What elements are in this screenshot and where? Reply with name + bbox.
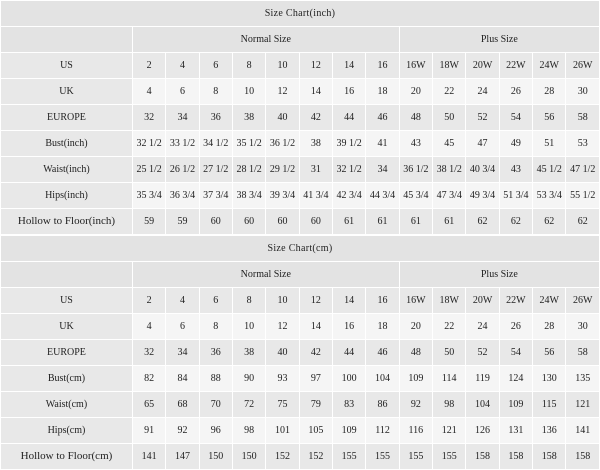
table-cell: 97: [299, 366, 332, 392]
table-cell: 58: [566, 340, 600, 366]
table-cell: 42 3/4: [333, 183, 366, 209]
table-cell: 52: [466, 340, 499, 366]
table-cell: 109: [499, 392, 532, 418]
table-cell: 60: [199, 209, 232, 235]
table-cell: 39 1/2: [333, 131, 366, 157]
row-label: Hips(inch): [1, 183, 133, 209]
table-row: [1, 105, 600, 131]
table-cell: 51 3/4: [499, 183, 532, 209]
table-cell: 150: [232, 444, 265, 470]
table-row: [1, 340, 600, 366]
table-cell: 20: [399, 79, 432, 105]
table-cell: 68: [166, 392, 199, 418]
table-cell: 48: [399, 105, 432, 131]
table-cell: 48: [399, 340, 432, 366]
table-cell: 10: [232, 79, 265, 105]
table-cell: 29 1/2: [266, 157, 299, 183]
table-cell: 49 3/4: [466, 183, 499, 209]
table-cell: 70: [199, 392, 232, 418]
table-cell: 84: [166, 366, 199, 392]
table-cell: 16: [333, 314, 366, 340]
table-cell: 60: [232, 209, 265, 235]
table-cell: 45 3/4: [399, 183, 432, 209]
table-cell: 54: [499, 105, 532, 131]
row-label: Bust(cm): [1, 366, 133, 392]
table-cell: 79: [299, 392, 332, 418]
table-cell: 60: [266, 209, 299, 235]
table-cell: 14: [299, 79, 332, 105]
table-cell: 59: [132, 209, 165, 235]
table-cell: 119: [466, 366, 499, 392]
row-label: EUROPE: [1, 340, 133, 366]
table-cell: 39 3/4: [266, 183, 299, 209]
group-header-spacer: [1, 27, 133, 53]
table-cell: 6: [166, 314, 199, 340]
table-cell: 62: [533, 209, 566, 235]
table-cell: 104: [466, 392, 499, 418]
table-cell: 12: [266, 314, 299, 340]
table-cell: 44 3/4: [366, 183, 399, 209]
table-cell: 65: [132, 392, 165, 418]
table-cell: 35 3/4: [132, 183, 165, 209]
table-cell: 45 1/2: [533, 157, 566, 183]
table-cell: 38: [232, 105, 265, 131]
table-cell: 24W: [533, 53, 566, 79]
table-cell: 158: [499, 444, 532, 470]
table-cell: 8: [199, 314, 232, 340]
table-cell: 53: [566, 131, 600, 157]
table-cell: 2: [132, 53, 165, 79]
table-cell: 130: [533, 366, 566, 392]
table-cell: 56: [533, 340, 566, 366]
table-cell: 43: [399, 131, 432, 157]
table-cell: 33 1/2: [166, 131, 199, 157]
table-cell: 55 1/2: [566, 183, 600, 209]
table-cell: 40: [266, 340, 299, 366]
table-cell: 88: [199, 366, 232, 392]
table-cell: 104: [366, 366, 399, 392]
table-cell: 28: [533, 79, 566, 105]
table-cell: 59: [166, 209, 199, 235]
table-cell: 105: [299, 418, 332, 444]
table-cell: 109: [333, 418, 366, 444]
table-cell: 40 3/4: [466, 157, 499, 183]
table-cell: 38: [299, 131, 332, 157]
table-cell: 82: [132, 366, 165, 392]
table-cell: 141: [132, 444, 165, 470]
table-cell: 26W: [566, 53, 600, 79]
chart-title: Size Chart(cm): [1, 236, 600, 262]
table-cell: 62: [466, 209, 499, 235]
table-cell: 121: [566, 392, 600, 418]
table-cell: 36 1/2: [399, 157, 432, 183]
table-cell: 12: [299, 53, 332, 79]
table-cell: 150: [199, 444, 232, 470]
table-cell: 10: [266, 53, 299, 79]
table-cell: 6: [199, 288, 232, 314]
table-cell: 24W: [533, 288, 566, 314]
table-cell: 47: [466, 131, 499, 157]
table-cell: 36 3/4: [166, 183, 199, 209]
table-cell: 43: [499, 157, 532, 183]
table-cell: 46: [366, 340, 399, 366]
table-cell: 34: [166, 340, 199, 366]
table-cell: 60: [299, 209, 332, 235]
table-cell: 18W: [433, 288, 466, 314]
size-chart-cm-table: [0, 235, 600, 470]
table-cell: 4: [166, 288, 199, 314]
table-cell: 50: [433, 105, 466, 131]
table-row: [1, 444, 600, 470]
table-cell: 61: [433, 209, 466, 235]
row-label: Hollow to Floor(inch): [1, 209, 133, 235]
table-cell: 32: [132, 105, 165, 131]
table-cell: 42: [299, 340, 332, 366]
table-cell: 14: [299, 314, 332, 340]
chart-title: Size Chart(inch): [1, 1, 600, 27]
table-cell: 50: [433, 340, 466, 366]
table-cell: 92: [166, 418, 199, 444]
table-cell: 4: [166, 53, 199, 79]
table-cell: 2: [132, 288, 165, 314]
table-cell: 18: [366, 314, 399, 340]
table-cell: 41 3/4: [299, 183, 332, 209]
table-cell: 6: [199, 53, 232, 79]
table-cell: 26W: [566, 288, 600, 314]
table-cell: 61: [333, 209, 366, 235]
table-cell: 121: [433, 418, 466, 444]
table-cell: 34 1/2: [199, 131, 232, 157]
table-cell: 38 3/4: [232, 183, 265, 209]
table-cell: 40: [266, 105, 299, 131]
table-cell: 22W: [499, 53, 532, 79]
table-row: [1, 79, 600, 105]
table-cell: 115: [533, 392, 566, 418]
size-chart-inch-body: [1, 1, 600, 235]
row-label: UK: [1, 79, 133, 105]
table-row: [1, 288, 600, 314]
row-label: Waist(cm): [1, 392, 133, 418]
table-cell: 28: [533, 314, 566, 340]
table-cell: 46: [366, 105, 399, 131]
table-cell: 36 1/2: [266, 131, 299, 157]
table-cell: 14: [333, 53, 366, 79]
table-cell: 136: [533, 418, 566, 444]
group-header-row: [1, 27, 600, 53]
table-cell: 12: [299, 288, 332, 314]
table-cell: 4: [132, 79, 165, 105]
table-cell: 28 1/2: [232, 157, 265, 183]
table-cell: 22: [433, 79, 466, 105]
table-cell: 135: [566, 366, 600, 392]
table-cell: 101: [266, 418, 299, 444]
table-cell: 44: [333, 105, 366, 131]
table-cell: 155: [366, 444, 399, 470]
table-row: [1, 53, 600, 79]
table-cell: 24: [466, 79, 499, 105]
group-header-spacer: [1, 262, 133, 288]
group-header-row: [1, 262, 600, 288]
table-cell: 96: [199, 418, 232, 444]
table-cell: 152: [266, 444, 299, 470]
table-cell: 24: [466, 314, 499, 340]
table-cell: 98: [433, 392, 466, 418]
size-chart-cm-body: [1, 236, 600, 470]
table-cell: 16: [366, 53, 399, 79]
table-row: [1, 418, 600, 444]
table-cell: 34: [366, 157, 399, 183]
table-cell: 8: [199, 79, 232, 105]
table-cell: 8: [232, 288, 265, 314]
table-cell: 42: [299, 105, 332, 131]
table-cell: 36: [199, 105, 232, 131]
table-cell: 91: [132, 418, 165, 444]
row-label: Hips(cm): [1, 418, 133, 444]
row-label: US: [1, 288, 133, 314]
table-cell: 86: [366, 392, 399, 418]
table-cell: 20W: [466, 53, 499, 79]
table-cell: 131: [499, 418, 532, 444]
table-cell: 32: [132, 340, 165, 366]
table-cell: 14: [333, 288, 366, 314]
table-cell: 16W: [399, 53, 432, 79]
group-header-normal-size: Normal Size: [132, 27, 399, 53]
table-cell: 61: [399, 209, 432, 235]
table-cell: 124: [499, 366, 532, 392]
table-cell: 90: [232, 366, 265, 392]
table-cell: 32 1/2: [333, 157, 366, 183]
table-cell: 158: [566, 444, 600, 470]
table-cell: 54: [499, 340, 532, 366]
table-cell: 10: [266, 288, 299, 314]
table-cell: 147: [166, 444, 199, 470]
row-label: EUROPE: [1, 105, 133, 131]
table-cell: 61: [366, 209, 399, 235]
table-cell: 4: [132, 314, 165, 340]
table-cell: 22: [433, 314, 466, 340]
table-cell: 16W: [399, 288, 432, 314]
table-cell: 92: [399, 392, 432, 418]
table-row: [1, 131, 600, 157]
table-cell: 72: [232, 392, 265, 418]
table-row: [1, 366, 600, 392]
table-cell: 30: [566, 314, 600, 340]
table-cell: 38: [232, 340, 265, 366]
table-cell: 158: [533, 444, 566, 470]
chart-title-row: [1, 236, 600, 262]
table-cell: 12: [266, 79, 299, 105]
table-row: [1, 392, 600, 418]
table-cell: 141: [566, 418, 600, 444]
table-cell: 56: [533, 105, 566, 131]
table-cell: 49: [499, 131, 532, 157]
table-cell: 45: [433, 131, 466, 157]
table-cell: 20W: [466, 288, 499, 314]
table-cell: 41: [366, 131, 399, 157]
table-row: [1, 314, 600, 340]
table-cell: 75: [266, 392, 299, 418]
row-label: Bust(inch): [1, 131, 133, 157]
table-cell: 112: [366, 418, 399, 444]
table-cell: 34: [166, 105, 199, 131]
table-cell: 83: [333, 392, 366, 418]
group-header-plus-size: Plus Size: [399, 27, 599, 53]
table-cell: 38 1/2: [433, 157, 466, 183]
table-cell: 30: [566, 79, 600, 105]
table-cell: 35 1/2: [232, 131, 265, 157]
table-cell: 126: [466, 418, 499, 444]
table-cell: 58: [566, 105, 600, 131]
table-cell: 8: [232, 53, 265, 79]
table-cell: 158: [466, 444, 499, 470]
table-cell: 100: [333, 366, 366, 392]
size-chart-cm: [0, 235, 600, 470]
table-cell: 6: [166, 79, 199, 105]
table-row: [1, 183, 600, 209]
table-cell: 98: [232, 418, 265, 444]
table-cell: 32 1/2: [132, 131, 165, 157]
table-cell: 16: [366, 288, 399, 314]
table-cell: 26: [499, 314, 532, 340]
table-cell: 155: [399, 444, 432, 470]
table-row: [1, 209, 600, 235]
table-cell: 114: [433, 366, 466, 392]
table-cell: 52: [466, 105, 499, 131]
table-cell: 93: [266, 366, 299, 392]
table-cell: 44: [333, 340, 366, 366]
table-cell: 62: [499, 209, 532, 235]
group-header-normal-size: Normal Size: [132, 262, 399, 288]
table-cell: 152: [299, 444, 332, 470]
row-label: Waist(inch): [1, 157, 133, 183]
table-cell: 109: [399, 366, 432, 392]
row-label: Hollow to Floor(cm): [1, 444, 133, 470]
table-cell: 22W: [499, 288, 532, 314]
table-cell: 27 1/2: [199, 157, 232, 183]
table-cell: 116: [399, 418, 432, 444]
table-cell: 53 3/4: [533, 183, 566, 209]
table-cell: 37 3/4: [199, 183, 232, 209]
table-cell: 62: [566, 209, 600, 235]
table-cell: 31: [299, 157, 332, 183]
table-cell: 18: [366, 79, 399, 105]
chart-title-row: [1, 1, 600, 27]
table-cell: 26: [499, 79, 532, 105]
table-cell: 20: [399, 314, 432, 340]
table-cell: 26 1/2: [166, 157, 199, 183]
row-label: UK: [1, 314, 133, 340]
table-cell: 25 1/2: [132, 157, 165, 183]
table-cell: 16: [333, 79, 366, 105]
row-label: US: [1, 53, 133, 79]
table-cell: 47 1/2: [566, 157, 600, 183]
table-cell: 51: [533, 131, 566, 157]
table-cell: 155: [333, 444, 366, 470]
table-cell: 10: [232, 314, 265, 340]
table-cell: 47 3/4: [433, 183, 466, 209]
table-cell: 18W: [433, 53, 466, 79]
table-row: [1, 157, 600, 183]
table-cell: 155: [433, 444, 466, 470]
group-header-plus-size: Plus Size: [399, 262, 599, 288]
table-cell: 36: [199, 340, 232, 366]
